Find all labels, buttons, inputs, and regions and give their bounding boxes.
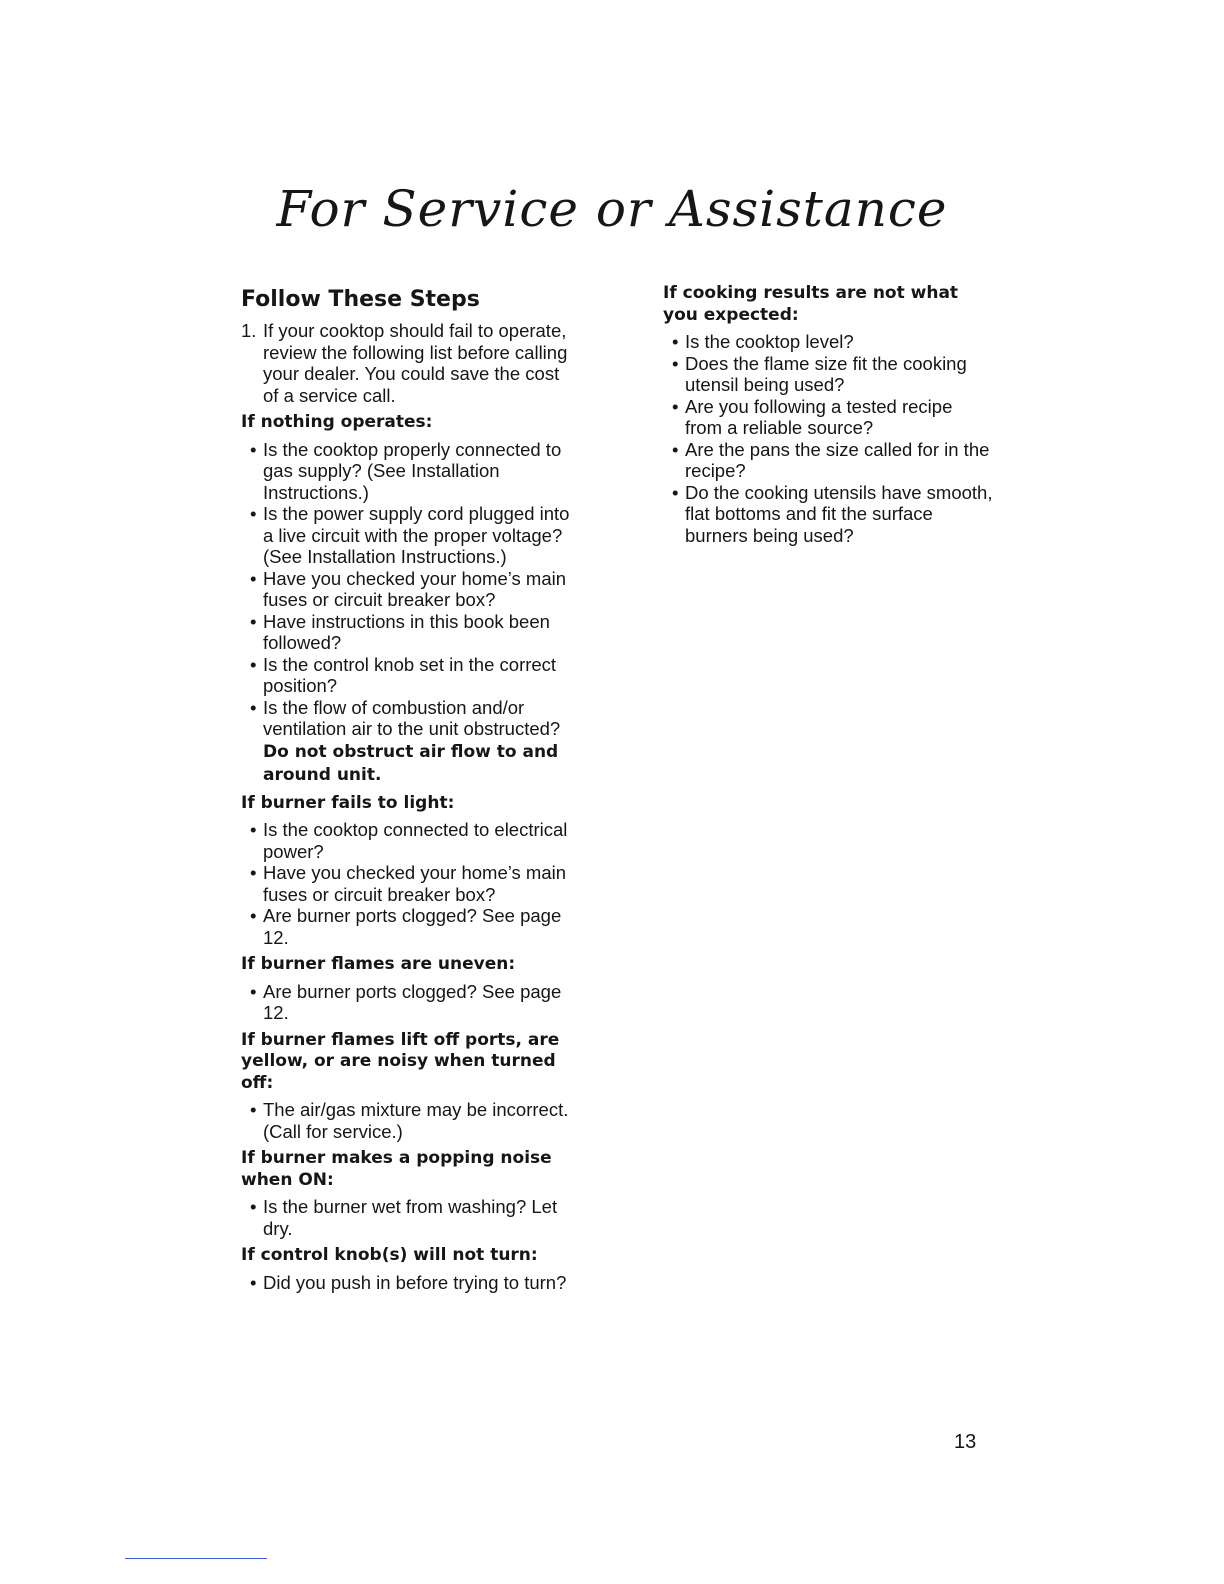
bullet-icon: •: [250, 567, 257, 589]
list-item: • Is the cooktop connected to electrical power?: [250, 819, 568, 862]
section-heading: Follow These Steps: [241, 287, 480, 312]
bullet-icon: •: [250, 862, 257, 883]
page-number: 13: [954, 1431, 977, 1453]
step-number: 1.: [241, 320, 257, 341]
condition-heading: If burner flames lift off ports, are yellow, or are noisy when turned off:: [241, 1029, 560, 1093]
bullet-icon: •: [672, 438, 679, 460]
bullet-icon: •: [250, 438, 257, 460]
right-column: [663, 283, 993, 546]
checklist: [241, 1196, 571, 1239]
condition-heading: If burner fails to light:: [241, 792, 455, 813]
bullet-icon: •: [672, 352, 679, 374]
list-item: • Are the pans the size called for in the recipe?: [672, 438, 990, 481]
list-item: • Have you checked your home’s main fuses or circuit breaker box?: [250, 567, 567, 610]
list-item: • Are burner ports clogged? See page 12.: [250, 905, 562, 948]
checklist: [241, 1272, 571, 1294]
checklist: [241, 819, 571, 948]
list-item: • Do the cooking utensils have smooth, flat bottoms and fit the surface burners being used?: [672, 481, 993, 546]
condition-heading: If nothing operates:: [241, 412, 433, 432]
list-item: • Are burner ports clogged? See page 12.: [250, 980, 562, 1023]
list-item: • Have you checked your home’s main fuses or circuit breaker box?: [250, 862, 567, 905]
bullet-icon: •: [250, 980, 257, 1002]
bullet-icon: •: [250, 905, 257, 926]
footer-rule: [125, 1558, 267, 1559]
list-item: • Is the cooktop level?: [672, 331, 854, 352]
list-item: • Is the burner wet from washing? Let dry.: [250, 1196, 558, 1239]
checklist: [241, 981, 571, 1024]
list-item: • Have instructions in this book been followed?: [250, 610, 550, 653]
warning-text: Do not obstruct air flow to and around unit.: [263, 741, 559, 785]
bullet-icon: •: [672, 331, 679, 352]
list-item: • Does the flame size fit the cooking utensil being used?: [672, 352, 967, 395]
list-item: • Is the cooktop properly connected to gas supply? (See Installation Instructions.): [250, 438, 562, 503]
bullet-icon: •: [250, 610, 257, 632]
bullet-icon: •: [250, 1271, 257, 1293]
list-item: • The air/gas mixture may be incorrect. (Call for service.): [250, 1099, 569, 1142]
checklist: [241, 1099, 571, 1142]
condition-heading: If burner makes a popping noise when ON:: [241, 1148, 552, 1190]
step-text: If your cooktop should fail to operate, review the following list before calling your dealer. You could save the cost of a service call.: [263, 320, 568, 406]
checklist: [241, 439, 571, 787]
list-item: • Is the flow of combustion and/or ventilation air to the unit obstructed? Do not obstruct air flow to and around unit.: [250, 696, 561, 785]
bullet-icon: •: [250, 819, 257, 840]
step-item: [241, 320, 571, 406]
list-item: • Is the power supply cord plugged into a live circuit with the proper voltage? (See Installation Instructions.): [250, 503, 570, 567]
bullet-icon: •: [250, 653, 257, 675]
condition-heading: If cooking results are not what you expected:: [663, 283, 959, 325]
bullet-icon: •: [672, 481, 679, 503]
page-title: For Service or Assistance: [276, 180, 948, 238]
bullet-icon: •: [672, 395, 679, 417]
condition-heading: If control knob(s) will not turn:: [241, 1245, 538, 1265]
list-item: • Did you push in before trying to turn?: [250, 1271, 567, 1293]
condition-heading: If burner flames are uneven:: [241, 954, 516, 974]
list-item: • Is the control knob set in the correct position?: [250, 653, 557, 696]
bullet-icon: •: [250, 696, 257, 718]
bullet-icon: •: [250, 503, 257, 524]
checklist: [663, 331, 993, 546]
left-column: [241, 286, 571, 1293]
bullet-icon: •: [250, 1196, 257, 1217]
bullet-icon: •: [250, 1099, 257, 1120]
list-item: • Are you following a tested recipe from a reliable source?: [672, 395, 953, 438]
